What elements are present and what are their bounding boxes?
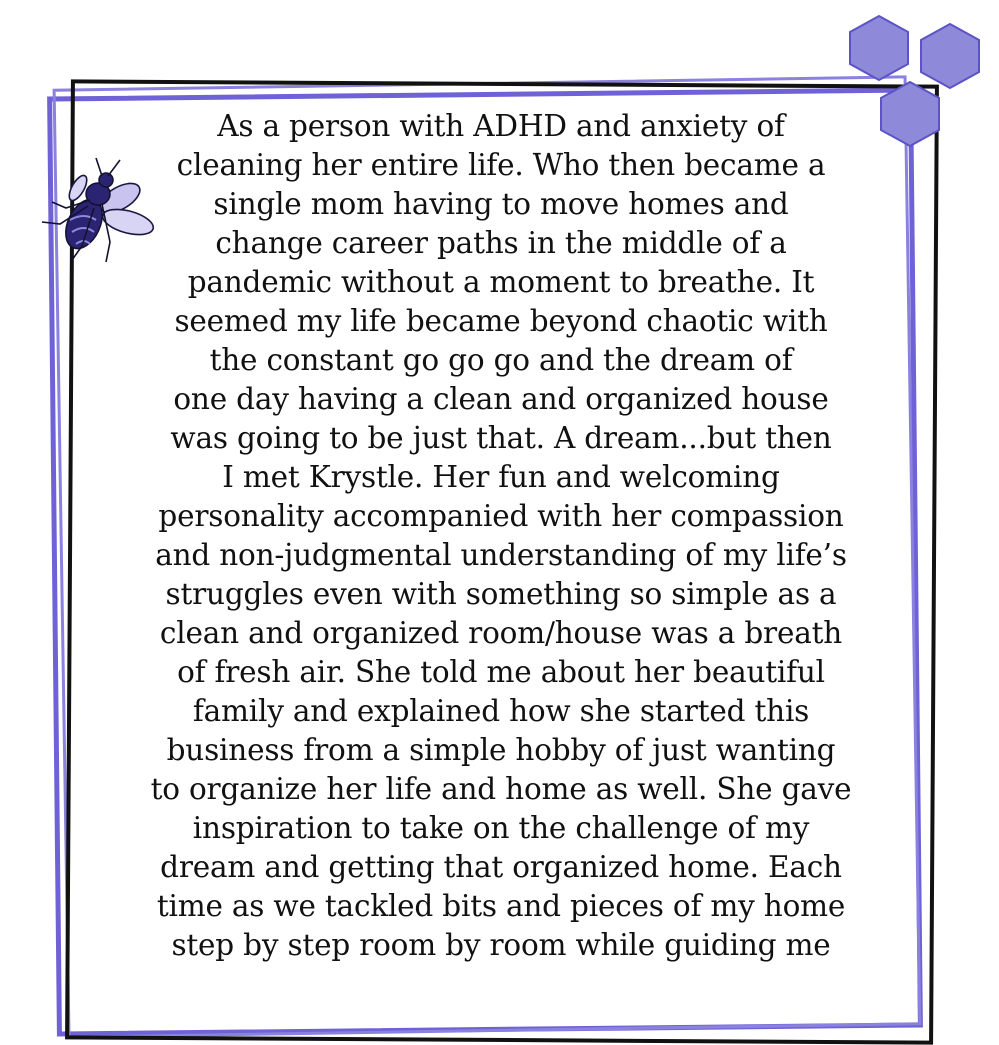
text-line: step by step room by room while guiding me xyxy=(171,928,831,962)
text-line: struggles even with something so simple as a xyxy=(165,577,837,611)
text-line: personality accompanied with her compassion xyxy=(158,499,844,533)
text-line: was going to be just that. A dream...but then xyxy=(170,421,832,455)
testimonial-text xyxy=(84,107,918,965)
hexagon-top-left xyxy=(850,16,908,80)
text-line: and non-judgmental understanding of my life’s xyxy=(155,538,847,572)
text-line: pandemic without a moment to breathe. It xyxy=(187,265,815,299)
text-line: change career paths in the middle of a xyxy=(215,226,787,260)
hexagon-top-right xyxy=(921,24,979,88)
text-line: family and explained how she started this xyxy=(192,694,810,728)
text-line: to organize her life and home as well. She gave xyxy=(150,772,852,806)
text-line: one day having a clean and organized house xyxy=(173,382,829,416)
text-line: seemed my life became beyond chaotic with xyxy=(174,304,828,338)
text-line: cleaning her entire life. Who then became a xyxy=(176,148,826,182)
text-line: the constant go go go and the dream of xyxy=(209,343,793,377)
text-line: business from a simple hobby of just wanting xyxy=(166,733,836,767)
text-line: inspiration to take on the challenge of my xyxy=(192,811,810,845)
text-line: dream and getting that organized home. Each xyxy=(160,850,842,884)
text-line: I met Krystle. Her fun and welcoming xyxy=(222,460,780,494)
text-line: of fresh air. She told me about her beautiful xyxy=(177,655,825,689)
text-line: single mom having to move homes and xyxy=(213,187,789,221)
text-line: clean and organized room/house was a breath xyxy=(159,616,843,650)
text-line: time as we tackled bits and pieces of my home xyxy=(156,889,846,923)
text-line: As a person with ADHD and anxiety of xyxy=(217,109,785,143)
